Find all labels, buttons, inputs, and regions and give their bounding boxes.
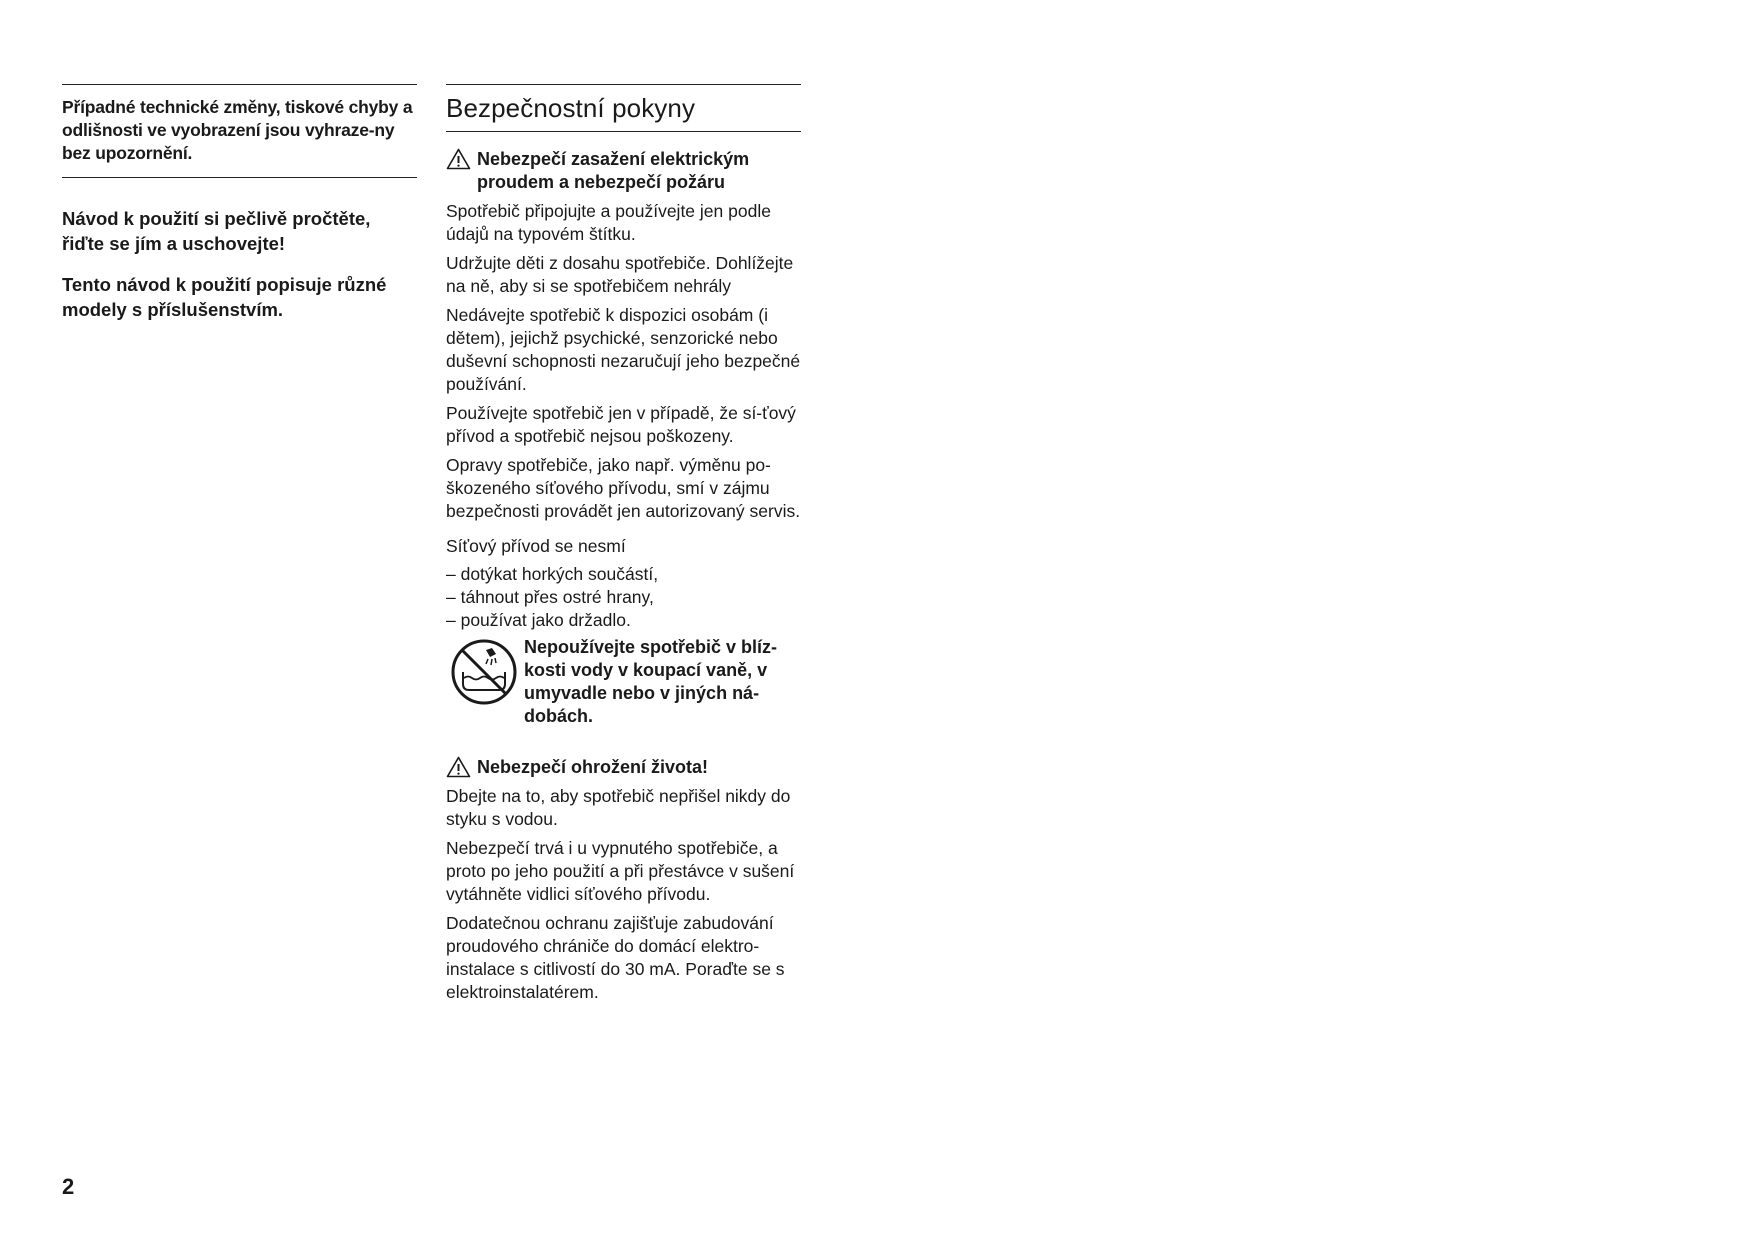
models-note: Tento návod k použití popisuje různé modely s příslušenstvím.	[62, 274, 387, 320]
water-warning	[446, 636, 801, 728]
paragraph-repairs: Opravy spotřebiče, jako např. výměnu po-škozeného síťového přívodu, smí v zájmu bezpečnosti provádět jen autorizovaný servis.	[446, 455, 801, 521]
cord-restrictions-list	[446, 563, 801, 632]
paragraph-damaged-cord: Používejte spotřebič jen v případě, že sí-ťový přívod a spotřebič nejsou poškozeny.	[446, 403, 796, 446]
paragraph-unplug: Nebezpečí trvá i u vypnutého spotřebiče, a proto po jeho použití a při přestávce v sušení vytáhněte vidlici síťového přívodu.	[446, 838, 795, 904]
right-column	[446, 84, 801, 1010]
list-item: – používat jako držadlo.	[446, 610, 631, 630]
section-title: Bezpečnostní pokyny	[446, 93, 696, 123]
paragraph-rating-plate: Spotřebič připojujte a používejte jen podle údajů na typovém štítku.	[446, 201, 771, 244]
life-warning-heading	[446, 756, 801, 779]
technical-changes-notice: Případné technické změny, tiskové chyby a odlišnosti ve vyobrazení jsou vyhraze-ny bez upozornění.	[62, 97, 413, 163]
read-instructions-note: Návod k použití si pečlivě pročtěte, řiďte se jím a uschovejte!	[62, 208, 371, 254]
electric-warning-heading-text: Nebezpečí zasažení elektrickým proudem a nebezpečí požáru	[477, 149, 750, 192]
electric-warning-heading	[446, 148, 801, 194]
no-water-use-icon	[450, 638, 518, 706]
list-item: – táhnout přes ostré hrany,	[446, 587, 654, 607]
page-number: 2	[62, 1174, 75, 1199]
left-column	[62, 84, 417, 322]
top-rule	[62, 84, 417, 85]
notice-bottom-rule	[62, 177, 417, 178]
water-warning-text: Nepoužívejte spotřebič v blíz-kosti vody v koupací vaně, v umyvadle nebo v jiných ná-dobách.	[524, 637, 778, 726]
life-warning-heading-text: Nebezpečí ohrožení života!	[477, 757, 709, 777]
list-item: – dotýkat horkých součástí,	[446, 564, 659, 584]
paragraph-rcd: Dodatečnou ochranu zajišťuje zabudování proudového chrániče do domácí elektro-instalace s citlivostí do 30 mA. Poraďte se s elektroinstalatérem.	[446, 913, 785, 1002]
cord-intro: Síťový přívod se nesmí	[446, 536, 626, 556]
paragraph-children: Udržujte děti z dosahu spotřebiče. Dohlížejte na ně, aby si se spotřebičem nehrály	[446, 253, 794, 296]
paragraph-persons: Nedávejte spotřebič k dispozici osobám (i dětem), jejichž psychické, senzorické nebo duševní schopnosti nezaručují jeho bezpečné používání.	[446, 305, 801, 394]
title-bottom-rule	[446, 131, 801, 132]
warning-triangle-icon	[446, 756, 471, 778]
title-top-rule	[446, 84, 801, 85]
paragraph-water-contact: Dbejte na to, aby spotřebič nepřišel nikdy do styku s vodou.	[446, 786, 791, 829]
warning-triangle-icon	[446, 148, 471, 170]
